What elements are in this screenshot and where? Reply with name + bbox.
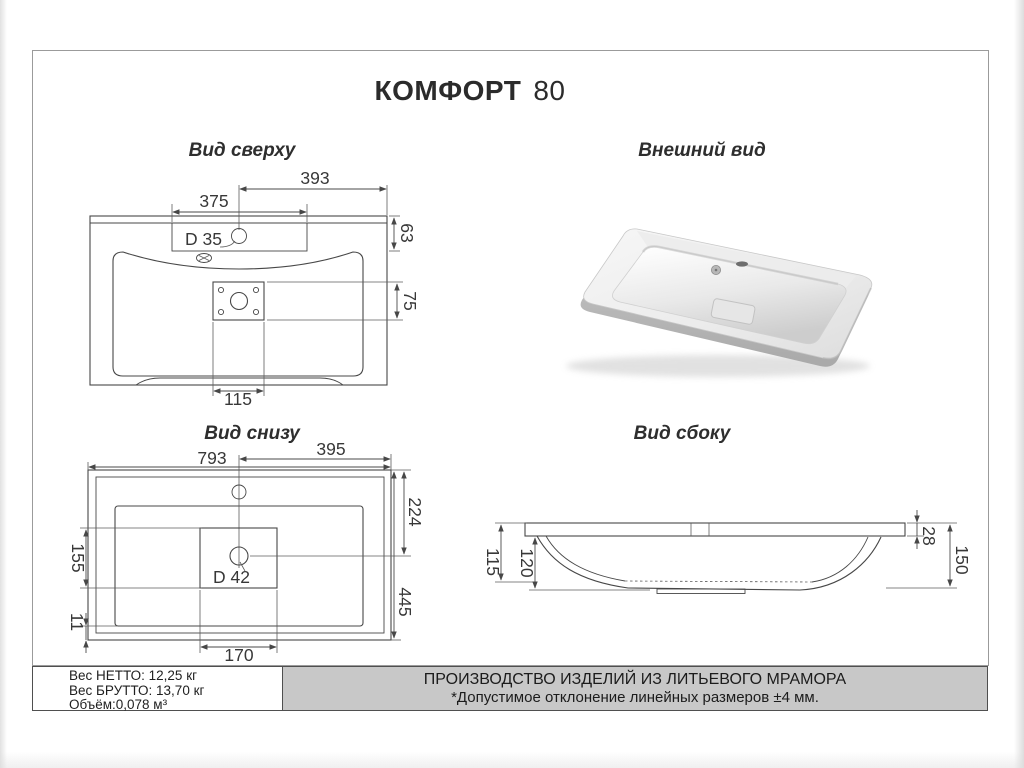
- overflow-cap-photo: [711, 265, 720, 274]
- net-weight: Вес НЕТТО: 12,25 кг: [69, 668, 198, 683]
- dim-label-d35: D 35: [185, 229, 222, 249]
- dim-label-150: 150: [952, 545, 972, 575]
- side-view-dimensions: [495, 510, 957, 590]
- bottom-view-dimensions: [80, 454, 411, 653]
- dim-label-170: 170: [224, 645, 254, 665]
- top-view-dimensions: [172, 185, 403, 396]
- dim-label-375: 375: [199, 191, 229, 211]
- dim-label-393: 393: [300, 168, 330, 188]
- dim-label-793: 793: [197, 448, 227, 468]
- view-title-external: Внешний вид: [638, 140, 766, 161]
- overflow-icon: [197, 254, 212, 263]
- front-apron-outline: [136, 378, 343, 385]
- view-title-top: Вид сверху: [188, 140, 296, 161]
- dim-label-11: 11: [67, 612, 87, 632]
- gross-weight: Вес БРУТТО: 13,70 кг: [69, 682, 205, 698]
- dim-label-395: 395: [316, 439, 346, 459]
- banner-line2: *Допустимое отклонение линейных размеров ±4 мм.: [451, 689, 819, 706]
- drain-plate-top: [213, 282, 264, 320]
- hidden-bottom-line: [625, 581, 812, 582]
- dim-label-120: 120: [517, 548, 537, 578]
- side-view-drawing: [483, 510, 972, 594]
- model-name: КОМФОРТ: [374, 75, 522, 106]
- product-photo: [566, 229, 872, 377]
- banner-line1: ПРОИЗВОДСТВО ИЗДЕЛИЙ ИЗ ЛИТЬЕВОГО МРАМОРА: [423, 671, 847, 688]
- view-title-bottom: Вид снизу: [204, 423, 300, 444]
- weight-info-box: [32, 666, 283, 711]
- faucet-leader-line: [220, 241, 235, 247]
- faucet-hole-top: [232, 229, 247, 244]
- dim-label-224: 224: [405, 497, 425, 527]
- dim-label-445: 445: [395, 587, 415, 617]
- bottom-view-drawing: [67, 439, 425, 665]
- dim-label-28: 28: [919, 526, 939, 546]
- dim-label-155: 155: [68, 543, 88, 573]
- dim-label-63: 63: [397, 223, 417, 243]
- top-view-drawing: [90, 168, 420, 409]
- volume: Объём:0,078 м³: [69, 697, 168, 713]
- side-slab: [525, 523, 905, 536]
- manufacturer-banner: [282, 666, 988, 711]
- bowl-outer-curve: [537, 536, 881, 590]
- faucet-hole-photo: [736, 261, 748, 266]
- bowl-inner-curve-right: [812, 537, 868, 582]
- dim-label-75: 75: [400, 291, 420, 311]
- dim-label-115-side: 115: [483, 548, 503, 576]
- bowl-inner-curve-left: [546, 536, 625, 581]
- dim-label-115-top: 115: [224, 389, 252, 409]
- dim-label-d42: D 42: [213, 567, 250, 587]
- model-size: 80: [533, 75, 566, 106]
- view-title-side: Вид сбоку: [633, 423, 731, 444]
